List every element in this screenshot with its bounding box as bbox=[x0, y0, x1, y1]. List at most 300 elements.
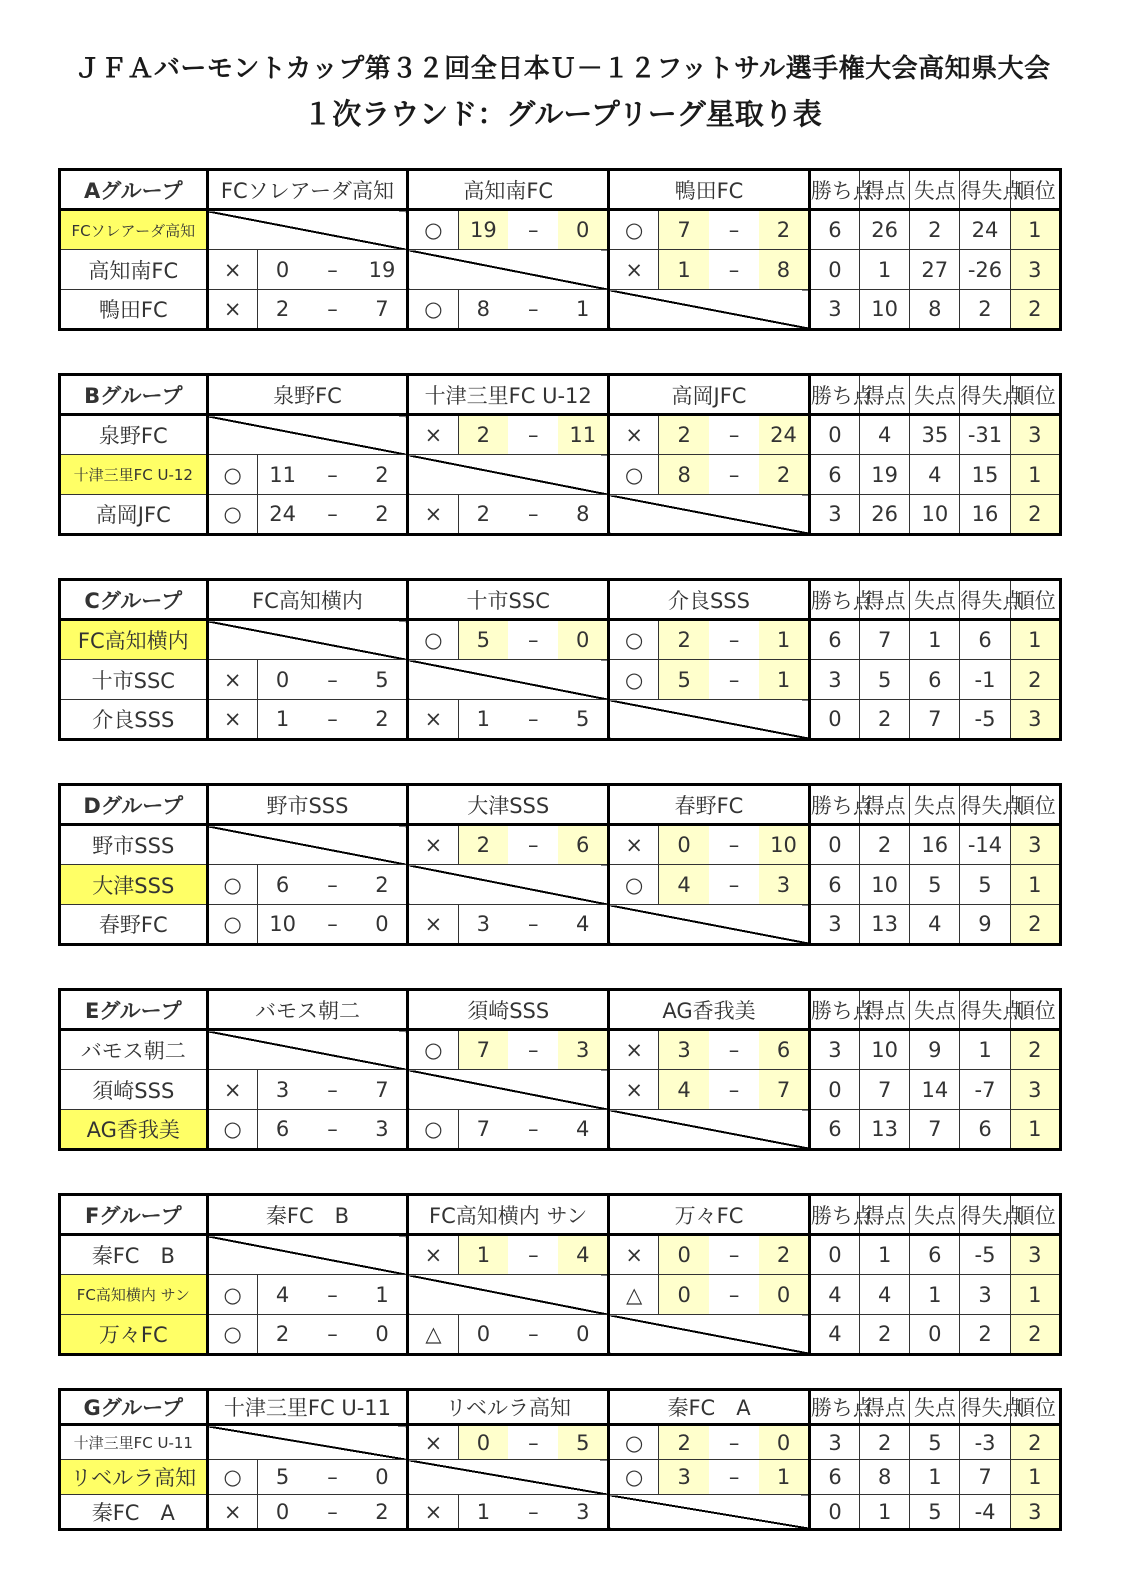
goals-against-value: 5 bbox=[910, 865, 960, 905]
score-for: 0 bbox=[659, 825, 709, 865]
score-against: 0 bbox=[759, 1275, 809, 1315]
opponent-header: リベルラ高知 bbox=[408, 1390, 609, 1425]
score-against: 2 bbox=[358, 495, 408, 535]
score-against: 4 bbox=[558, 905, 608, 945]
score-dash: – bbox=[709, 415, 759, 455]
rank-value: 2 bbox=[1010, 1030, 1060, 1070]
score-against: 6 bbox=[759, 1030, 809, 1070]
stat-header: 得失点 bbox=[960, 1390, 1010, 1425]
goal-diff-value: 15 bbox=[960, 455, 1010, 495]
goals-against-value: 2 bbox=[910, 210, 960, 250]
opponent-header: AG香我美 bbox=[609, 990, 810, 1030]
rank-value: 2 bbox=[1010, 495, 1060, 535]
goals-against-value: 4 bbox=[910, 455, 960, 495]
stat-header: 失点 bbox=[910, 580, 960, 620]
team-name: リベルラ高知 bbox=[60, 1460, 208, 1495]
self-match-cell bbox=[609, 495, 810, 535]
goals-for-value: 1 bbox=[860, 1235, 910, 1275]
score-dash: – bbox=[709, 1070, 759, 1110]
result-mark: × bbox=[609, 1070, 659, 1110]
stat-header: 得失点 bbox=[960, 1195, 1010, 1235]
score-for: 0 bbox=[458, 1315, 508, 1355]
result-mark: ○ bbox=[609, 1425, 659, 1460]
result-mark: × bbox=[207, 660, 257, 700]
score-against: 1 bbox=[759, 660, 809, 700]
self-match-cell bbox=[207, 1235, 408, 1275]
goals-for-value: 26 bbox=[860, 210, 910, 250]
stat-header: 順位 bbox=[1010, 375, 1060, 415]
goals-for-value: 4 bbox=[860, 1275, 910, 1315]
score-for: 1 bbox=[659, 250, 709, 290]
score-against: 0 bbox=[558, 620, 608, 660]
rank-value: 3 bbox=[1010, 250, 1060, 290]
score-for: 0 bbox=[257, 1495, 307, 1530]
rank-value: 2 bbox=[1010, 1315, 1060, 1355]
stat-header: 順位 bbox=[1010, 785, 1060, 825]
result-mark: × bbox=[609, 1030, 659, 1070]
score-dash: – bbox=[709, 1460, 759, 1495]
opponent-header: FC高知横内 bbox=[207, 580, 408, 620]
points-value: 0 bbox=[809, 825, 859, 865]
group-table bbox=[58, 578, 1062, 741]
score-against: 7 bbox=[358, 1070, 408, 1110]
group-name: Eグループ bbox=[60, 990, 208, 1030]
stat-header: 得点 bbox=[860, 170, 910, 210]
stat-header: 失点 bbox=[910, 785, 960, 825]
score-dash: – bbox=[307, 865, 357, 905]
result-mark: × bbox=[207, 250, 257, 290]
score-for: 4 bbox=[659, 865, 709, 905]
stat-header: 得失点 bbox=[960, 375, 1010, 415]
group-table bbox=[58, 988, 1062, 1151]
score-against: 4 bbox=[558, 1110, 608, 1150]
team-name: 大津SSS bbox=[60, 865, 208, 905]
score-for: 19 bbox=[458, 210, 508, 250]
team-name: バモス朝二 bbox=[60, 1030, 208, 1070]
goal-diff-value: 2 bbox=[960, 290, 1010, 330]
goal-diff-value: -14 bbox=[960, 825, 1010, 865]
group-name: Aグループ bbox=[60, 170, 208, 210]
goals-against-value: 0 bbox=[910, 1315, 960, 1355]
rank-value: 2 bbox=[1010, 1425, 1060, 1460]
self-match-cell bbox=[207, 415, 408, 455]
result-mark: ○ bbox=[207, 865, 257, 905]
opponent-header: 十津三里FC U-11 bbox=[207, 1390, 408, 1425]
goals-against-value: 10 bbox=[910, 495, 960, 535]
self-match-cell bbox=[408, 660, 609, 700]
points-value: 3 bbox=[809, 905, 859, 945]
score-for: 0 bbox=[458, 1425, 508, 1460]
result-mark: × bbox=[609, 415, 659, 455]
points-value: 3 bbox=[809, 495, 859, 535]
self-match-cell bbox=[609, 290, 810, 330]
score-dash: – bbox=[508, 905, 558, 945]
team-name: 十市SSC bbox=[60, 660, 208, 700]
score-for: 5 bbox=[257, 1460, 307, 1495]
result-mark: × bbox=[408, 905, 458, 945]
team-name: 鴨田FC bbox=[60, 290, 208, 330]
points-value: 3 bbox=[809, 290, 859, 330]
result-mark: ○ bbox=[609, 210, 659, 250]
opponent-header: 高岡JFC bbox=[609, 375, 810, 415]
stat-header: 勝ち点 bbox=[809, 785, 859, 825]
self-match-cell bbox=[207, 210, 408, 250]
self-match-cell bbox=[408, 455, 609, 495]
score-against: 3 bbox=[558, 1495, 608, 1530]
score-dash: – bbox=[307, 1315, 357, 1355]
score-against: 5 bbox=[358, 660, 408, 700]
team-name: FCソレアーダ高知 bbox=[60, 210, 208, 250]
rank-value: 1 bbox=[1010, 455, 1060, 495]
score-against: 1 bbox=[358, 1275, 408, 1315]
goals-for-value: 13 bbox=[860, 905, 910, 945]
stat-header: 順位 bbox=[1010, 1390, 1060, 1425]
score-against: 0 bbox=[759, 1425, 809, 1460]
result-mark: ○ bbox=[408, 620, 458, 660]
goal-diff-value: 9 bbox=[960, 905, 1010, 945]
goals-against-value: 6 bbox=[910, 1235, 960, 1275]
opponent-header: 須崎SSS bbox=[408, 990, 609, 1030]
goals-for-value: 26 bbox=[860, 495, 910, 535]
goals-for-value: 10 bbox=[860, 290, 910, 330]
rank-value: 2 bbox=[1010, 290, 1060, 330]
opponent-header: バモス朝二 bbox=[207, 990, 408, 1030]
score-against: 2 bbox=[759, 455, 809, 495]
opponent-header: 介良SSS bbox=[609, 580, 810, 620]
goal-diff-value: 3 bbox=[960, 1275, 1010, 1315]
goal-diff-value: -31 bbox=[960, 415, 1010, 455]
score-dash: – bbox=[709, 620, 759, 660]
stat-header: 得失点 bbox=[960, 785, 1010, 825]
opponent-header: FC高知横内 サン bbox=[408, 1195, 609, 1235]
score-dash: – bbox=[508, 700, 558, 740]
score-dash: – bbox=[508, 290, 558, 330]
points-value: 6 bbox=[809, 865, 859, 905]
score-for: 2 bbox=[257, 1315, 307, 1355]
score-for: 4 bbox=[257, 1275, 307, 1315]
score-against: 1 bbox=[558, 290, 608, 330]
goals-against-value: 5 bbox=[910, 1425, 960, 1460]
goals-for-value: 19 bbox=[860, 455, 910, 495]
rank-value: 3 bbox=[1010, 700, 1060, 740]
goals-for-value: 2 bbox=[860, 1425, 910, 1460]
result-mark: △ bbox=[609, 1275, 659, 1315]
goals-for-value: 10 bbox=[860, 865, 910, 905]
score-against: 3 bbox=[759, 865, 809, 905]
result-mark: ○ bbox=[207, 905, 257, 945]
team-name: 秦FC B bbox=[60, 1235, 208, 1275]
score-against: 5 bbox=[558, 700, 608, 740]
score-for: 2 bbox=[458, 495, 508, 535]
stat-header: 失点 bbox=[910, 990, 960, 1030]
team-name: 高岡JFC bbox=[60, 495, 208, 535]
score-against: 3 bbox=[358, 1110, 408, 1150]
score-against: 0 bbox=[558, 210, 608, 250]
goals-for-value: 5 bbox=[860, 660, 910, 700]
group-name: Bグループ bbox=[60, 375, 208, 415]
rank-value: 1 bbox=[1010, 1110, 1060, 1150]
goal-diff-value: 7 bbox=[960, 1460, 1010, 1495]
stat-header: 勝ち点 bbox=[809, 990, 859, 1030]
score-dash: – bbox=[307, 700, 357, 740]
stat-header: 失点 bbox=[910, 170, 960, 210]
score-for: 1 bbox=[257, 700, 307, 740]
score-against: 8 bbox=[558, 495, 608, 535]
goals-for-value: 10 bbox=[860, 1030, 910, 1070]
opponent-header: 大津SSS bbox=[408, 785, 609, 825]
score-dash: – bbox=[709, 660, 759, 700]
document-title: ＪＦＡバーモントカップ第３２回全日本Ｕ－１２フットサル選手権大会高知県大会 bbox=[74, 54, 1051, 84]
result-mark: × bbox=[408, 495, 458, 535]
goal-diff-value: -5 bbox=[960, 700, 1010, 740]
score-dash: – bbox=[709, 1235, 759, 1275]
team-name: 泉野FC bbox=[60, 415, 208, 455]
points-value: 6 bbox=[809, 620, 859, 660]
result-mark: × bbox=[408, 1235, 458, 1275]
group-table bbox=[58, 783, 1062, 946]
opponent-header: 鴨田FC bbox=[609, 170, 810, 210]
self-match-cell bbox=[207, 825, 408, 865]
goal-diff-value: -5 bbox=[960, 1235, 1010, 1275]
score-against: 6 bbox=[558, 825, 608, 865]
score-dash: – bbox=[508, 210, 558, 250]
score-against: 2 bbox=[358, 865, 408, 905]
goal-diff-value: 6 bbox=[960, 1110, 1010, 1150]
stat-header: 得失点 bbox=[960, 580, 1010, 620]
score-against: 5 bbox=[558, 1425, 608, 1460]
group-name: Cグループ bbox=[60, 580, 208, 620]
goals-against-value: 35 bbox=[910, 415, 960, 455]
score-for: 2 bbox=[659, 620, 709, 660]
result-mark: ○ bbox=[207, 455, 257, 495]
self-match-cell bbox=[408, 1460, 609, 1495]
score-for: 1 bbox=[458, 700, 508, 740]
result-mark: × bbox=[408, 1425, 458, 1460]
score-for: 0 bbox=[257, 660, 307, 700]
score-for: 2 bbox=[458, 415, 508, 455]
score-for: 3 bbox=[659, 1460, 709, 1495]
score-against: 7 bbox=[358, 290, 408, 330]
rank-value: 1 bbox=[1010, 1275, 1060, 1315]
goals-against-value: 9 bbox=[910, 1030, 960, 1070]
opponent-header: 野市SSS bbox=[207, 785, 408, 825]
goals-against-value: 1 bbox=[910, 620, 960, 660]
score-dash: – bbox=[307, 1110, 357, 1150]
goals-against-value: 7 bbox=[910, 700, 960, 740]
score-for: 5 bbox=[659, 660, 709, 700]
stat-header: 失点 bbox=[910, 375, 960, 415]
goals-against-value: 1 bbox=[910, 1460, 960, 1495]
score-dash: – bbox=[307, 660, 357, 700]
score-dash: – bbox=[508, 1110, 558, 1150]
stat-header: 得点 bbox=[860, 375, 910, 415]
result-mark: × bbox=[207, 1070, 257, 1110]
score-dash: – bbox=[508, 415, 558, 455]
team-name: 春野FC bbox=[60, 905, 208, 945]
result-mark: ○ bbox=[207, 1315, 257, 1355]
score-for: 6 bbox=[257, 865, 307, 905]
stat-header: 得失点 bbox=[960, 990, 1010, 1030]
points-value: 4 bbox=[809, 1315, 859, 1355]
team-name: 十津三里FC U-12 bbox=[60, 455, 208, 495]
stat-header: 順位 bbox=[1010, 580, 1060, 620]
self-match-cell bbox=[408, 250, 609, 290]
result-mark: △ bbox=[408, 1315, 458, 1355]
score-dash: – bbox=[307, 1460, 357, 1495]
score-dash: – bbox=[508, 495, 558, 535]
score-for: 2 bbox=[659, 415, 709, 455]
group-name: Gグループ bbox=[60, 1390, 208, 1425]
stat-header: 勝ち点 bbox=[809, 580, 859, 620]
score-for: 2 bbox=[257, 290, 307, 330]
stat-header: 勝ち点 bbox=[809, 170, 859, 210]
score-dash: – bbox=[508, 1235, 558, 1275]
self-match-cell bbox=[609, 700, 810, 740]
stat-header: 順位 bbox=[1010, 990, 1060, 1030]
result-mark: ○ bbox=[207, 1460, 257, 1495]
score-dash: – bbox=[508, 1495, 558, 1530]
score-against: 0 bbox=[558, 1315, 608, 1355]
stat-header: 得点 bbox=[860, 990, 910, 1030]
score-against: 19 bbox=[358, 250, 408, 290]
score-against: 2 bbox=[358, 455, 408, 495]
score-dash: – bbox=[307, 290, 357, 330]
rank-value: 3 bbox=[1010, 415, 1060, 455]
self-match-cell bbox=[207, 620, 408, 660]
team-name: 秦FC A bbox=[60, 1495, 208, 1530]
goals-for-value: 2 bbox=[860, 700, 910, 740]
stat-header: 失点 bbox=[910, 1195, 960, 1235]
score-dash: – bbox=[307, 495, 357, 535]
score-dash: – bbox=[709, 1030, 759, 1070]
team-name: 須崎SSS bbox=[60, 1070, 208, 1110]
opponent-header: 泉野FC bbox=[207, 375, 408, 415]
score-for: 11 bbox=[257, 455, 307, 495]
result-mark: ○ bbox=[609, 660, 659, 700]
self-match-cell bbox=[207, 1030, 408, 1070]
result-mark: ○ bbox=[609, 865, 659, 905]
opponent-header: 高知南FC bbox=[408, 170, 609, 210]
score-for: 3 bbox=[257, 1070, 307, 1110]
goals-against-value: 5 bbox=[910, 1495, 960, 1530]
score-against: 10 bbox=[759, 825, 809, 865]
result-mark: × bbox=[609, 250, 659, 290]
score-for: 1 bbox=[458, 1235, 508, 1275]
self-match-cell bbox=[609, 1495, 810, 1530]
result-mark: ○ bbox=[408, 210, 458, 250]
opponent-header: 秦FC A bbox=[609, 1390, 810, 1425]
score-dash: – bbox=[709, 250, 759, 290]
score-for: 3 bbox=[458, 905, 508, 945]
rank-value: 1 bbox=[1010, 865, 1060, 905]
self-match-cell bbox=[609, 1110, 810, 1150]
opponent-header: FCソレアーダ高知 bbox=[207, 170, 408, 210]
goals-for-value: 1 bbox=[860, 1495, 910, 1530]
score-dash: – bbox=[307, 250, 357, 290]
stat-header: 順位 bbox=[1010, 1195, 1060, 1235]
points-value: 6 bbox=[809, 1110, 859, 1150]
stat-header: 得点 bbox=[860, 785, 910, 825]
group-table bbox=[58, 168, 1062, 331]
points-value: 0 bbox=[809, 1235, 859, 1275]
goal-diff-value: 1 bbox=[960, 1030, 1010, 1070]
score-for: 24 bbox=[257, 495, 307, 535]
goal-diff-value: 5 bbox=[960, 865, 1010, 905]
score-dash: – bbox=[307, 905, 357, 945]
score-against: 0 bbox=[358, 905, 408, 945]
self-match-cell bbox=[609, 1315, 810, 1355]
score-for: 0 bbox=[659, 1275, 709, 1315]
score-dash: – bbox=[709, 825, 759, 865]
goals-against-value: 6 bbox=[910, 660, 960, 700]
score-dash: – bbox=[508, 620, 558, 660]
score-for: 1 bbox=[458, 1495, 508, 1530]
result-mark: ○ bbox=[207, 1110, 257, 1150]
score-for: 4 bbox=[659, 1070, 709, 1110]
goal-diff-value: -1 bbox=[960, 660, 1010, 700]
points-value: 3 bbox=[809, 1425, 859, 1460]
stat-header: 得点 bbox=[860, 1195, 910, 1235]
points-value: 6 bbox=[809, 210, 859, 250]
score-dash: – bbox=[508, 1425, 558, 1460]
opponent-header: 秦FC B bbox=[207, 1195, 408, 1235]
points-value: 0 bbox=[809, 700, 859, 740]
rank-value: 3 bbox=[1010, 1070, 1060, 1110]
score-for: 3 bbox=[659, 1030, 709, 1070]
rank-value: 3 bbox=[1010, 1235, 1060, 1275]
goals-against-value: 1 bbox=[910, 1275, 960, 1315]
result-mark: × bbox=[609, 1235, 659, 1275]
score-against: 0 bbox=[358, 1460, 408, 1495]
score-for: 2 bbox=[458, 825, 508, 865]
result-mark: ○ bbox=[408, 1030, 458, 1070]
group-name: Dグループ bbox=[60, 785, 208, 825]
opponent-header: 春野FC bbox=[609, 785, 810, 825]
rank-value: 1 bbox=[1010, 210, 1060, 250]
score-against: 24 bbox=[759, 415, 809, 455]
score-against: 7 bbox=[759, 1070, 809, 1110]
score-against: 2 bbox=[358, 700, 408, 740]
result-mark: × bbox=[207, 700, 257, 740]
result-mark: ○ bbox=[207, 495, 257, 535]
score-for: 2 bbox=[659, 1425, 709, 1460]
goal-diff-value: 16 bbox=[960, 495, 1010, 535]
self-match-cell bbox=[609, 905, 810, 945]
stat-header: 勝ち点 bbox=[809, 1195, 859, 1235]
score-against: 1 bbox=[759, 1460, 809, 1495]
stat-header: 失点 bbox=[910, 1390, 960, 1425]
score-against: 2 bbox=[759, 210, 809, 250]
stat-header: 順位 bbox=[1010, 170, 1060, 210]
rank-value: 1 bbox=[1010, 620, 1060, 660]
score-for: 10 bbox=[257, 905, 307, 945]
team-name: 介良SSS bbox=[60, 700, 208, 740]
opponent-header: 十津三里FC U-12 bbox=[408, 375, 609, 415]
score-against: 2 bbox=[358, 1495, 408, 1530]
goals-against-value: 27 bbox=[910, 250, 960, 290]
score-dash: – bbox=[508, 825, 558, 865]
goals-against-value: 8 bbox=[910, 290, 960, 330]
self-match-cell bbox=[408, 1070, 609, 1110]
score-dash: – bbox=[307, 1495, 357, 1530]
score-dash: – bbox=[307, 455, 357, 495]
goals-for-value: 7 bbox=[860, 1070, 910, 1110]
score-dash: – bbox=[709, 1275, 759, 1315]
goals-for-value: 2 bbox=[860, 825, 910, 865]
points-value: 6 bbox=[809, 1460, 859, 1495]
points-value: 3 bbox=[809, 660, 859, 700]
result-mark: × bbox=[207, 290, 257, 330]
